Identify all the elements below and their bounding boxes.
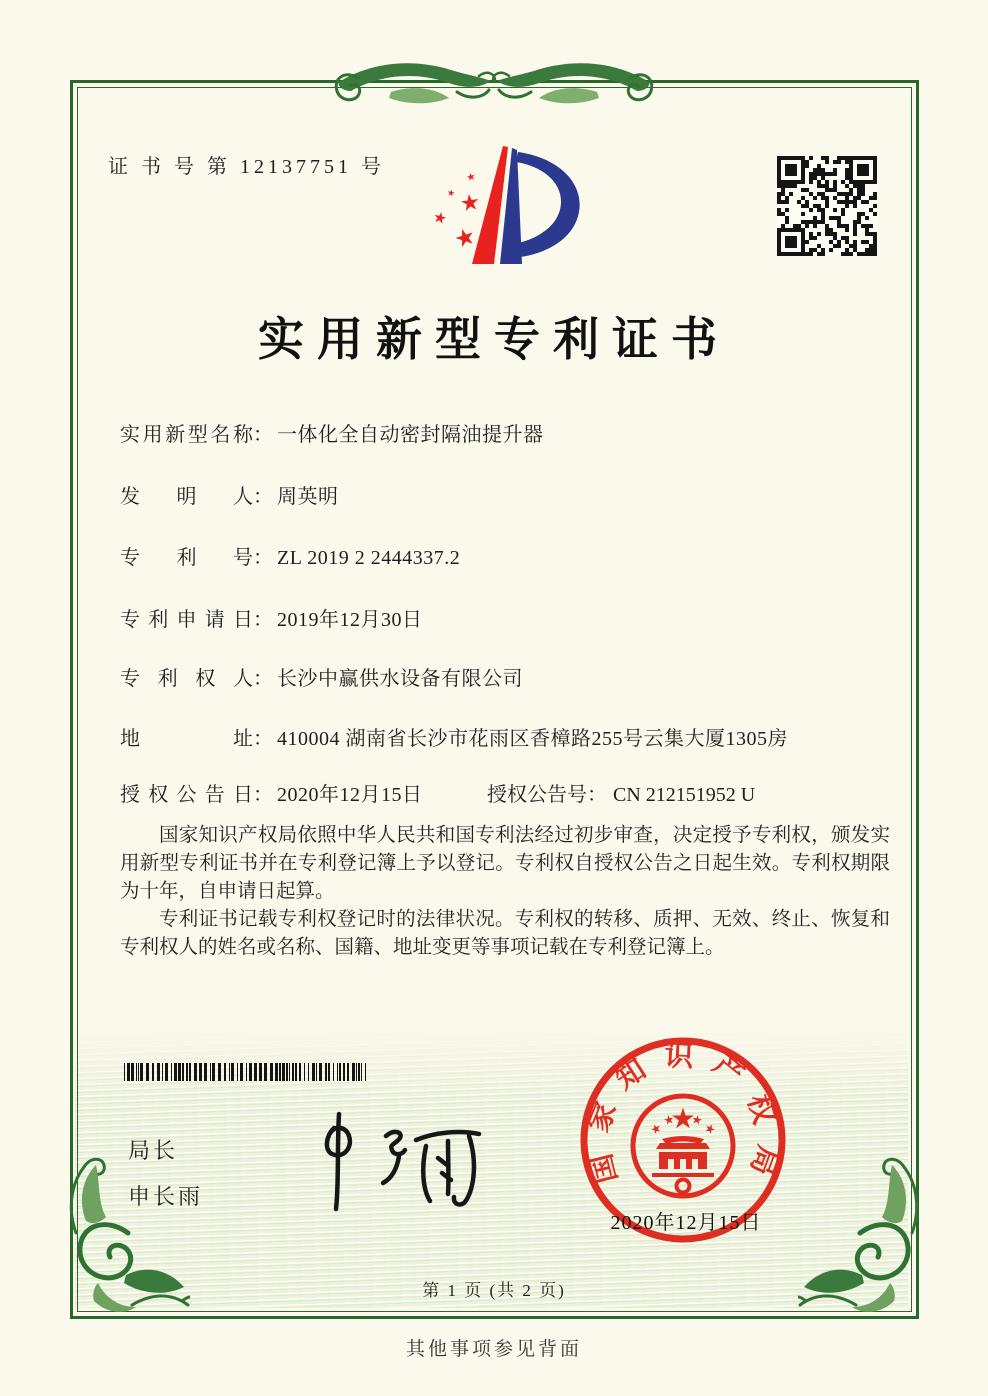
field-value: 410004 湖南省长沙市花雨区香樟路255号云集大厦1305房: [277, 728, 788, 750]
field-label: 授权公告号: [487, 784, 587, 806]
bottom-left-corner-ornament-icon: [40, 1155, 190, 1325]
qr-code: [777, 156, 877, 256]
certificate-number: 证 书 号 第 12137751 号: [108, 156, 385, 178]
field-value: 长沙中赢供水设备有限公司: [277, 668, 523, 690]
barcode: [124, 1063, 369, 1081]
field-label: 专利权人: [120, 668, 253, 690]
field-value: 一体化全自动密封隔油提升器: [277, 424, 544, 446]
field-label: 专利申请日: [120, 609, 253, 631]
field-value: ZL 2019 2 2444337.2: [277, 547, 461, 569]
field-value: 2019年12月30日: [277, 609, 423, 631]
seal-ring-text: 国家知识产权局: [581, 1039, 785, 1196]
director-name: 申长雨: [128, 1184, 204, 1209]
field-label: 专利号: [120, 547, 253, 569]
field-label: 地址: [120, 728, 253, 750]
field-value: 周英明: [277, 486, 339, 508]
director-title-label: 局长: [128, 1138, 179, 1163]
certificate-title: 实用新型专利证书: [258, 314, 730, 365]
top-border-ornament-icon: [329, 48, 659, 112]
back-side-note: 其他事项参见背面: [405, 1339, 582, 1360]
field-colon: ：: [253, 547, 273, 569]
legal-paragraph-2: 专利证书记载专利权登记时的法律状况。专利权的转移、质押、无效、终止、恢复和专利权人的姓名或名称、国籍、地址变更等事项记载在专利登记簿上。: [120, 909, 890, 958]
field-colon: ：: [253, 609, 273, 631]
cnipa-logo-icon: [408, 140, 608, 275]
bottom-right-corner-ornament-icon: [798, 1155, 948, 1325]
director-signature-icon: [268, 1106, 498, 1221]
field-colon: ：: [253, 424, 273, 446]
field-value: CN 212151952 U: [613, 784, 756, 806]
field-colon: ：: [253, 668, 273, 690]
field-colon: ：: [253, 486, 273, 508]
field-colon: ：: [253, 728, 273, 750]
page-number: 第 1 页 (共 2 页): [422, 1281, 566, 1300]
seal-date: 2020年12月15日: [610, 1212, 762, 1234]
national-emblem-icon: [633, 1096, 733, 1196]
field-colon: ：: [587, 784, 607, 806]
legal-paragraph-1: 国家知识产权局依照中华人民共和国专利法经过初步审查，决定授予专利权，颁发实用新型专利证书并在专利登记簿上予以登记。专利权自授权公告之日起生效。专利权期限为十年，自申请日起算。: [120, 825, 890, 902]
field-label: 实用新型名称: [120, 424, 253, 446]
field-label: 授权公告日: [120, 784, 253, 806]
field-colon: ：: [253, 784, 273, 806]
field-value: 2020年12月15日: [277, 784, 423, 806]
field-label: 发明人: [120, 486, 253, 508]
